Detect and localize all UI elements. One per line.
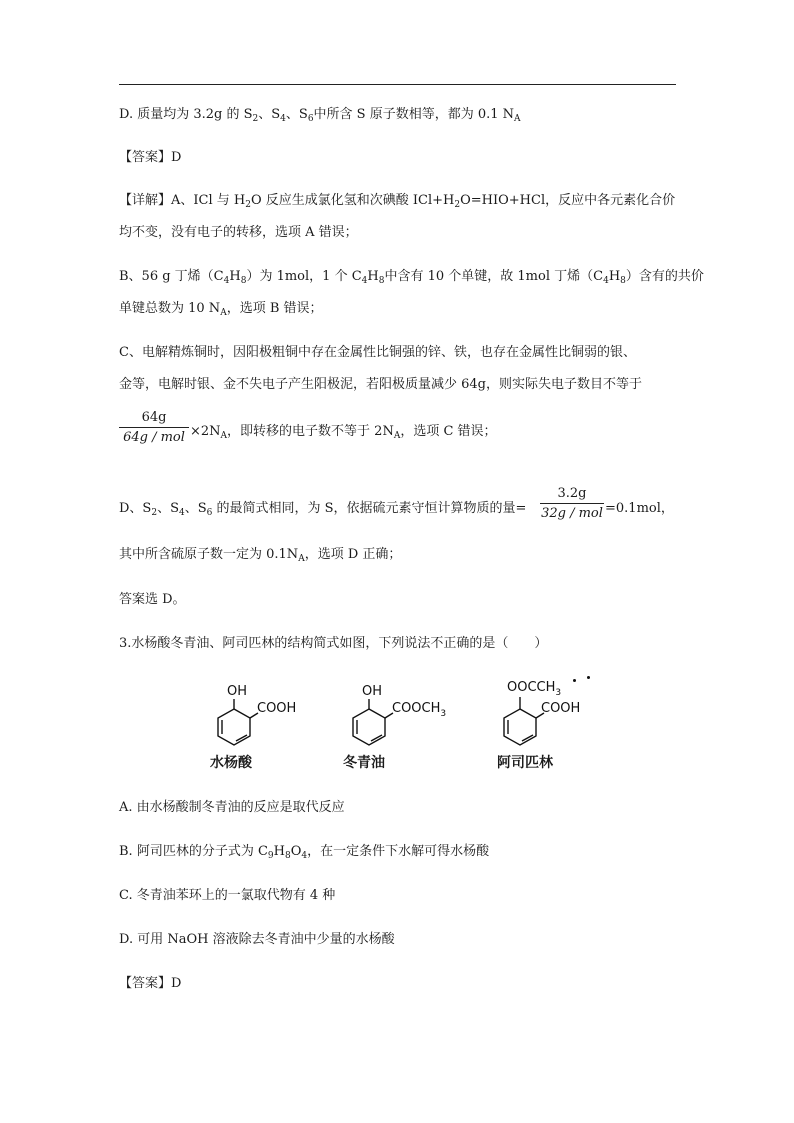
detail-a-line2: 均不变，没有电子的转移，选项 A 错误； <box>119 225 358 240</box>
subscript: 4 <box>223 276 230 286</box>
structure-salicylic-acid <box>205 678 320 778</box>
structure-label: 阿司匹林 <box>497 755 553 771</box>
fraction-3-2g <box>540 486 604 521</box>
text: H <box>273 844 285 859</box>
text: 中含有 10 个单键，故 1mol 丁烯（C <box>384 269 604 284</box>
text: O=HIO+HCl，反应中各元素化合价 <box>460 193 676 208</box>
text: 的最简式相同，为 S，依据硫元素守恒计算物质的量= <box>212 501 527 516</box>
text: 【详解】A、ICl 与 H <box>119 193 246 208</box>
answer-label: 【答案】D <box>119 976 182 991</box>
subscript: 4 <box>361 276 368 286</box>
fraction-denominator: 64g / mol <box>123 430 185 445</box>
ester-group-main: COOCH <box>392 701 441 716</box>
subscript: 8 <box>378 276 385 286</box>
detail-c-line3 <box>190 423 497 441</box>
text: 、S <box>157 501 179 516</box>
subscript: 8 <box>284 851 291 861</box>
detail-c-line2: 金等，电解时银、金不失电子产生阳极泥，若阳极质量减少 64g，则实际失电子数目不等于 <box>119 377 642 392</box>
subscript: 8 <box>620 276 626 286</box>
text: ，选项 C 错误； <box>400 424 497 439</box>
structure-aspirin <box>497 678 617 778</box>
subscript: 4 <box>301 851 308 861</box>
detail-d-line2 <box>119 546 401 564</box>
text: B. 阿司匹林的分子式为 C <box>119 844 268 859</box>
detail-c-line1: C、电解精炼铜时，因阳极粗铜中存在金属性比铜强的锌、铁，也存在金属性比铜弱的银、 <box>119 345 636 360</box>
text: H <box>608 269 621 284</box>
text: ×2N <box>190 424 221 439</box>
acetoxy-group-main: OOCCH <box>507 680 556 695</box>
text: 中所含 S 原子数相等，都为 0.1 N <box>313 107 515 122</box>
subscript: 4 <box>280 114 286 124</box>
detail-d-line1-tail: =0.1mol， <box>605 501 674 516</box>
option-d: D. 可用 NaOH 溶液除去冬青油中少量的水杨酸 <box>119 932 395 947</box>
acetoxy-group-subscript: 3 <box>555 688 562 698</box>
subscript: A <box>298 554 305 564</box>
text: ，选项 B 错误； <box>226 301 323 316</box>
option-b <box>119 843 489 861</box>
text: 、S <box>285 107 308 122</box>
fraction-64g <box>119 410 189 445</box>
fraction-denominator: 32g / mol <box>541 506 603 521</box>
text: 单键总数为 10 N <box>119 301 221 316</box>
detail-a-line1 <box>119 192 675 210</box>
text: ，在一定条件下水解可得水杨酸 <box>307 844 490 859</box>
text: D、S <box>119 501 152 516</box>
fraction-numerator: 3.2g <box>540 486 604 504</box>
text: O 反应生成氯化氢和次碘酸 ICl+H <box>250 193 455 208</box>
hydroxyl-group: OH <box>227 684 248 699</box>
detail-b-line1 <box>119 268 704 286</box>
answer-label: 【答案】D <box>119 150 182 165</box>
ester-group <box>392 701 446 719</box>
subscript: 6 <box>206 508 213 518</box>
subscript: 2 <box>151 508 158 518</box>
structure-label: 水杨酸 <box>210 755 252 771</box>
acetoxy-group <box>507 680 561 698</box>
subscript: 6 <box>307 114 314 124</box>
header-rule <box>119 84 676 85</box>
text: H <box>367 269 379 284</box>
text: ）含有的共价 <box>625 269 704 284</box>
text: 、S <box>184 501 207 516</box>
subscript: 9 <box>267 851 274 861</box>
option-c: C. 冬青油苯环上的一氯取代物有 4 种 <box>119 888 336 903</box>
option-a: A. 由水杨酸制冬青油的反应是取代反应 <box>119 800 345 815</box>
subscript: 2 <box>245 200 251 210</box>
carboxyl-group: COOH <box>257 701 297 716</box>
text: 其中所含硫原子数一定为 0.1N <box>119 547 299 562</box>
text: 、S <box>258 107 281 122</box>
stray-dot <box>573 679 576 682</box>
stray-dot <box>587 676 590 679</box>
subscript: 4 <box>178 508 185 518</box>
text: ）为 1mol，1 个 C <box>246 269 362 284</box>
subscript: A <box>220 308 227 318</box>
text: H <box>229 269 241 284</box>
carboxyl-group: COOH <box>541 701 581 716</box>
structure-label: 冬青油 <box>343 755 385 771</box>
subscript: 2 <box>252 114 259 124</box>
text: ，即转移的电子数不等于 2N <box>227 424 394 439</box>
subscript: A <box>393 431 401 441</box>
subscript: A <box>514 114 521 124</box>
subscript: 4 <box>603 276 609 286</box>
option-d-previous <box>119 106 521 124</box>
ester-group-subscript: 3 <box>440 709 447 719</box>
question3-stem: 3.水杨酸冬青油、阿司匹林的结构简式如图，下列说法不正确的是（ ） <box>119 636 548 651</box>
subscript: A <box>220 431 228 441</box>
detail-d-line1 <box>119 500 526 518</box>
text: ，选项 D 正确； <box>304 547 402 562</box>
hydroxyl-group: OH <box>362 684 383 699</box>
final-answer: 答案选 D。 <box>119 592 186 607</box>
subscript: 2 <box>454 200 461 210</box>
structure-methyl-salicylate <box>340 678 480 778</box>
fraction-numerator: 64g <box>119 410 189 428</box>
detail-b-line2 <box>119 300 323 318</box>
text: D. 质量均为 3.2g 的 S <box>119 107 253 122</box>
text: B、56 g 丁烯（C <box>119 269 224 284</box>
subscript: 8 <box>240 276 247 286</box>
text: O <box>290 844 302 859</box>
